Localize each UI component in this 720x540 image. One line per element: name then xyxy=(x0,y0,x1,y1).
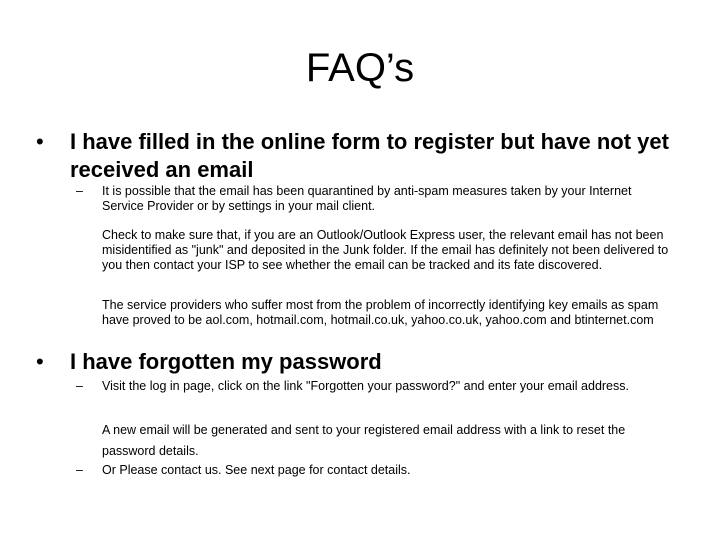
faq-answer-3 xyxy=(76,463,676,478)
faq-answer-3-text: Or Please contact us. See next page for contact details. xyxy=(102,463,411,477)
faq-answer-1-paragraph-2: Check to make sure that, if you are an Outlook/Outlook Express user, the relevant email has not been misidentified as "junk" and deposited in the Junk folder. If the email has definitely not been delivered to you then contact your ISP to see whether the email can be tracked and its fate discovered. xyxy=(102,228,669,272)
faq-question-1-text: I have filled in the online form to register but have not yet received an email xyxy=(70,129,669,182)
dash-icon: – xyxy=(76,463,83,477)
faq-answer-2 xyxy=(76,379,676,394)
faq-answer-1-text: It is possible that the email has been quarantined by anti-spam measures taken by your Internet Service Provider or by settings in your mail client. xyxy=(102,184,632,213)
faq-question-2 xyxy=(36,348,676,376)
dash-icon: – xyxy=(76,184,83,198)
faq-answer-1-paragraph-3: The service providers who suffer most from the problem of incorrectly identifying key emails as spam have proved to be aol.com, hotmail.com, hotmail.co.uk, yahoo.co.uk, yahoo.com and btinternet.com xyxy=(102,298,659,327)
faq-answer-2-text: Visit the log in page, click on the link "Forgotten your password?" and enter your email address. xyxy=(102,379,629,393)
slide-title: FAQ’s xyxy=(305,46,415,90)
faq-question-1 xyxy=(36,128,676,184)
bullet-icon: • xyxy=(36,349,44,374)
bullet-icon: • xyxy=(36,129,44,154)
dash-icon: – xyxy=(76,379,83,393)
faq-question-2-text: I have forgotten my password xyxy=(70,349,382,374)
faq-answer-2-paragraph-2: A new email will be generated and sent to your registered email address with a link to reset the password details. xyxy=(102,423,626,458)
faq-answer-1 xyxy=(76,184,676,214)
